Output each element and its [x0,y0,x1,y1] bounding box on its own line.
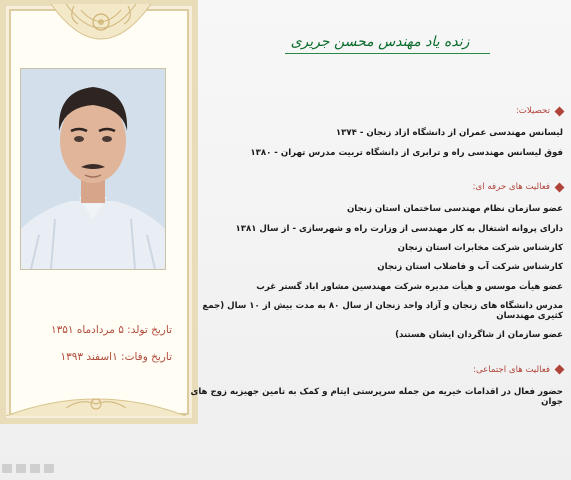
list-item: مدرس دانشگاه های زنجان و آزاد واحد زنجان از سال ۸۰ به مدت بیش از ۱۰ سال (جمع کثیری مهندسان [202,300,563,322]
portrait-illustration [21,69,165,269]
education-section [180,106,563,158]
list-item: دارای پروانه اشتغال به کار مهندسی از وزارت راه و شهرسازی - از سال ۱۳۸۱ [235,223,563,234]
list-item: کارشناس شرکت مخابرات استان زنجان [397,242,563,253]
pen-icon[interactable] [2,464,12,473]
social-heading [180,365,563,375]
diamond-bullet-icon [555,182,565,192]
diamond-bullet-icon [555,365,565,375]
memorial-card [0,0,198,424]
list-item: کارشناس شرکت آب و فاضلاب استان زنجان [377,262,563,273]
title-underline [285,53,490,54]
education-heading [180,106,563,116]
list-item: حضور فعال در اقدامات خیریه من جمله سرپرستی ایتام و کمک به تامین جهیزیه زوج های جوان [190,387,563,408]
dates-block [22,324,172,378]
birth-date: تاریخ تولد: ۵ مردادماه ۱۳۵۱ [50,324,172,336]
slide-toolbar [2,461,82,475]
prev-icon[interactable] [16,464,26,473]
portrait-photo [20,68,166,270]
section-heading-label: فعالیت های اجتماعی: [473,364,550,375]
floral-ornament-bottom [6,388,186,416]
professional-heading [180,182,563,192]
list-item: عضو سازمان از شاگردان ایشان هستند) [395,330,563,341]
diamond-bullet-icon [555,106,565,116]
list-item: فوق لیسانس مهندسی راه و ترابری از دانشگاه تربیت مدرس تهران - ۱۳۸۰ [250,147,563,158]
next-icon[interactable] [44,464,54,473]
social-section [180,365,563,408]
section-heading-label: فعالیت های حرفه ای: [472,181,550,192]
professional-section [180,182,563,341]
section-heading-label: تحصیلات: [515,106,550,116]
page-title: زنده یاد مهندس محسن جریری [290,34,470,50]
menu-icon[interactable] [30,464,40,473]
death-date: تاریخ وفات: ۱اسفند ۱۳۹۳ [60,351,172,363]
biography-content [180,106,563,417]
floral-ornament-top [46,4,156,60]
list-item: عضو سازمان نظام مهندسی ساختمان استان زنجان [346,204,563,215]
list-item: عضو هیأت موسس و هیأت مدیره شرکت مهندسین مشاور اباد گستر غرب [256,281,563,292]
list-item: لیسانس مهندسی عمران از دانشگاه ازاد زنجان - ۱۳۷۴ [335,128,563,139]
